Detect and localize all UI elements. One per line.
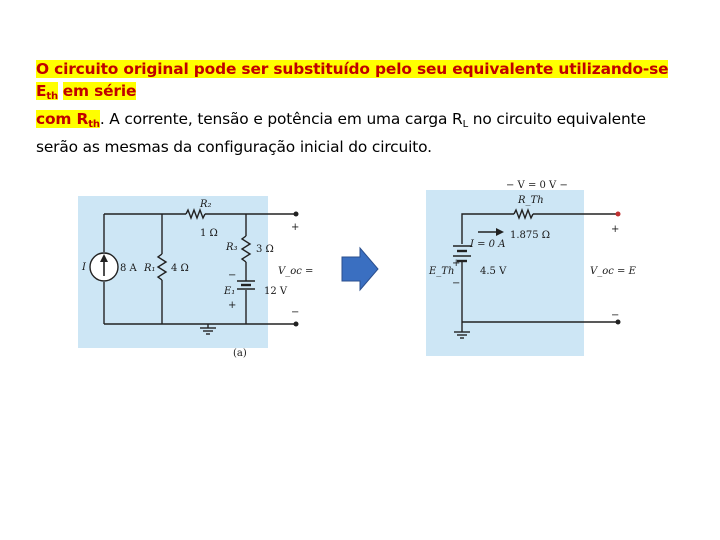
label-1875ohm: 1.875 Ω: [510, 230, 551, 241]
explanation-paragraph: [36, 58, 686, 158]
terminal-minus: −: [291, 307, 300, 318]
highlight-line-1: O circuito original pode ser substituído pelo seu equivalente utilizando-se E: [36, 60, 669, 100]
battery-minus: −: [228, 270, 237, 281]
figure-caption: (a): [233, 348, 247, 359]
eth-minus: −: [452, 278, 461, 289]
original-circuit-diagram: [78, 166, 314, 359]
highlight-com-r: com R: [36, 110, 89, 128]
label-r2: R₂: [200, 199, 212, 210]
label-45v: 4.5 V: [480, 266, 507, 277]
subscript-th-2: th: [88, 119, 100, 130]
label-i0: I = 0 A: [470, 239, 506, 250]
terminal-top-right: [616, 212, 621, 217]
paragraph-text-2: no circuito equivalente serão as mesmas da configuração inicial do circuito.: [36, 110, 646, 156]
terminal-plus-right: +: [611, 224, 620, 235]
label-4ohm: 4 Ω: [171, 263, 189, 274]
label-3ohm: 3 Ω: [256, 244, 274, 255]
label-r1: R₁: [144, 263, 156, 274]
highlight-em-serie: em série: [62, 82, 137, 100]
highlight-rth: [36, 110, 100, 128]
subscript-l: L: [462, 119, 469, 130]
label-rth: R_Th: [518, 195, 544, 206]
terminal-bottom: [294, 322, 299, 327]
label-i: I: [82, 262, 86, 273]
terminal-top: [294, 212, 299, 217]
label-voc: V_oc =: [278, 266, 314, 277]
subscript-th: th: [46, 91, 58, 102]
thevenin-equivalent-diagram: [426, 176, 636, 358]
terminal-plus: +: [291, 222, 300, 233]
label-1ohm: 1 Ω: [200, 228, 218, 239]
label-e1: E₁: [224, 286, 236, 297]
label-8a: 8 A: [120, 263, 137, 274]
label-v0: − V = 0 V −: [506, 180, 568, 191]
arrow-right-icon: [340, 246, 380, 292]
eth-plus: +: [452, 258, 461, 269]
label-12v: 12 V: [264, 286, 288, 297]
terminal-minus-right: −: [611, 310, 620, 321]
paragraph-text-1: . A corrente, tensão e potência em uma carga R: [99, 110, 463, 128]
label-eth: E_Th: [429, 266, 455, 277]
label-r3: R₃: [226, 242, 238, 253]
label-voc-right: V_oc = E: [590, 266, 636, 277]
battery-plus: +: [228, 300, 237, 311]
